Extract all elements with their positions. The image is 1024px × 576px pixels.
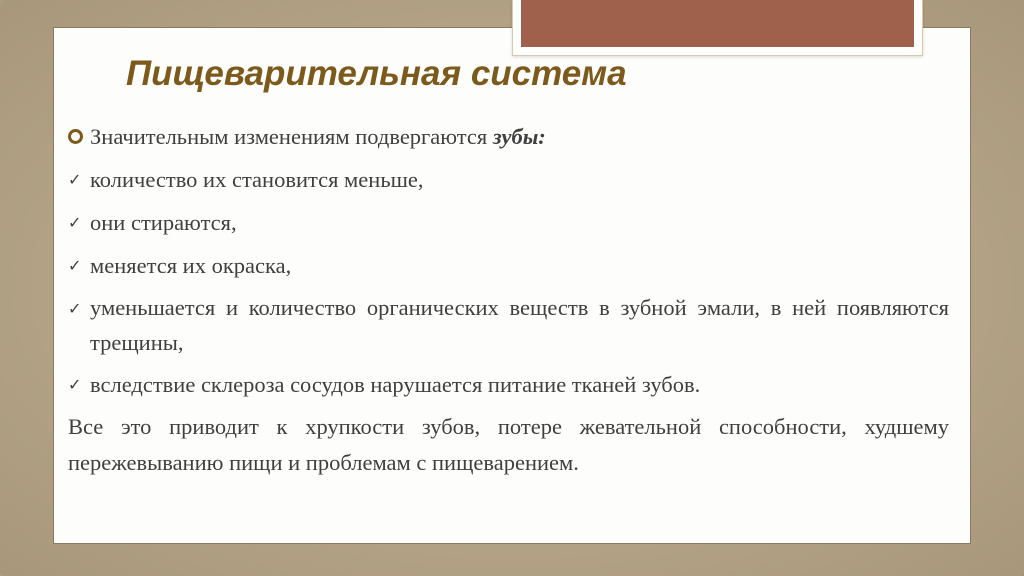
conclusion-paragraph: Все это приводит к хрупкости зубов, потере жевательной способности, худшему пережевыванию пищи и проблемам с пищеварением.: [68, 414, 949, 475]
checkmark-icon: ✓: [68, 170, 82, 189]
check-item-text: вследствие склероза сосудов нарушается питание тканей зубов.: [90, 372, 701, 397]
intro-emphasis: зубы:: [492, 124, 546, 149]
check-item: [68, 290, 949, 360]
check-item: [68, 204, 949, 241]
ring-bullet-icon: [68, 118, 88, 156]
checkmark-icon: ✓: [68, 213, 82, 232]
check-item: [68, 366, 949, 403]
checkmark-icon: ✓: [68, 299, 82, 318]
intro-bullet: [68, 118, 949, 155]
title-accent-bar: [521, 0, 914, 47]
check-item: [68, 161, 949, 198]
checkmark-icon: ✓: [68, 256, 82, 275]
check-item-text: уменьшается и количество органических веществ в зубной эмали, в ней появляются трещины,: [90, 295, 949, 355]
check-item-text: они стираются,: [90, 210, 237, 235]
intro-text: Значительным изменениям подвергаются: [90, 124, 493, 149]
check-item-text: количество их становится меньше,: [90, 167, 424, 192]
checkmark-icon: ✓: [68, 375, 82, 394]
check-item-text: меняется их окраска,: [90, 253, 292, 278]
slide-content: [68, 118, 949, 481]
check-item: [68, 247, 949, 284]
slide-title: Пищеварительная система: [126, 54, 627, 93]
